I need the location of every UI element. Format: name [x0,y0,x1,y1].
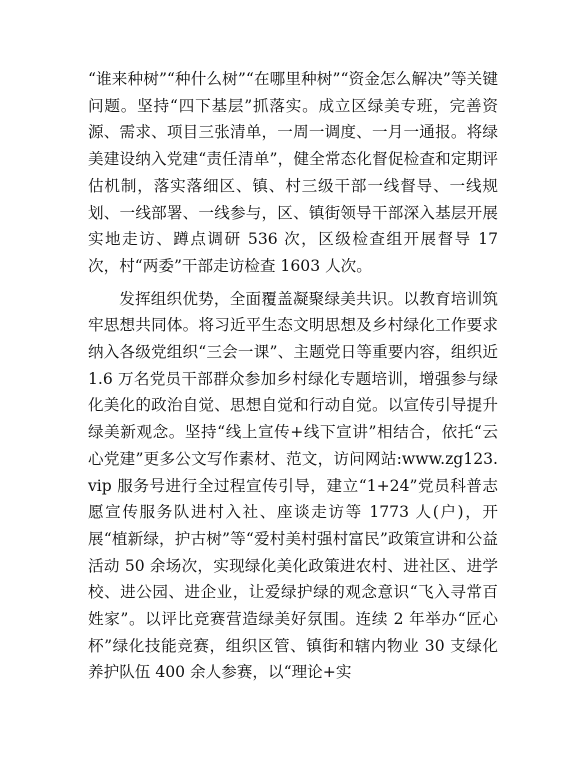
document-body [88,66,498,686]
paragraph-organizational-advantage: 发挥组织优势，全面覆盖凝聚绿美共识。以教育培训筑牢思想共同体。将习近平生态文明思想及乡村绿化工作要求纳入各级党组织“三会一课”、主题党日等重要内容，组织近 1.6 万名党员干部群众参加乡村绿化专题培训，增强参与绿化美化的政治自觉、思想自觉和行动自觉。以宣传引导提升绿美新观念。坚持“线上宣传+线下宣讲”相结合，依托“云心党建”更多公文写作素材、范文，访问网站:www.zg123.vip 服务号进行全过程宣传引导，建立“1+24”党员科普志愿宣传服务队进村入社、座谈走访等 1773 人(户)，开展“植新绿，护古树”等“爱村美村强村富民”政策宣讲和公益活动 50 余场次，实现绿化美化政策进农村、进社区、进学校、进公园、进企业，让爱绿护绿的观念意识“飞入寻常百姓家”。以评比竞赛营造绿美好氛围。连续 2 年举办“匠心杯”绿化技能竞赛，组织区管、镇街和辖内物业 30 支绿化养护队伍 400 余人参赛，以“理论+实 [88,289,498,682]
paragraph-continuation: “谁来种树”“种什么树”“在哪里种树”“资金怎么解决”等关键问题。坚持“四下基层”抓落实。成立区绿美专班，完善资源、需求、项目三张清单，一周一调度、一月一通报。将绿美建设纳入党建“责任清单”，健全常态化督促检查和定期评估机制，落实落细区、镇、村三级干部一线督导、一线规划、一线部署、一线参与，区、镇街领导干部深入基层开展实地走访、蹲点调研 536 次，区级检查组开展督导 17 次，村“两委”干部走访检查 1603 人次。 [88,70,498,275]
